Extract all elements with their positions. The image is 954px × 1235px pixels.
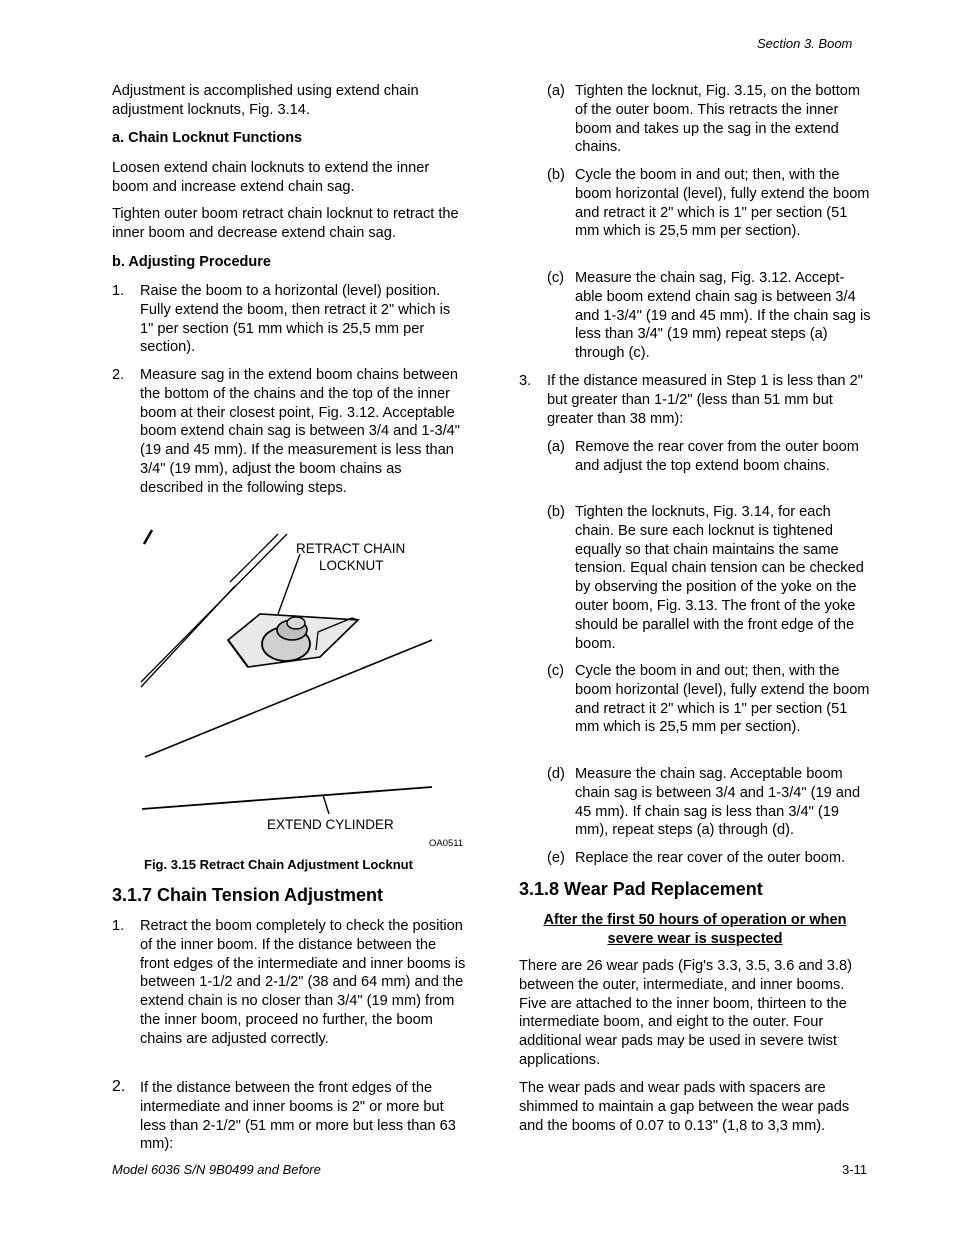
footer-model: Model 6036 S/N 9B0499 and Before [112,1162,321,1177]
step-1-number: 1. [112,283,125,299]
section-title-chain-tension: 3.1.7 Chain Tension Adjustment [112,885,384,905]
sub3-a-number: (a) [547,439,565,455]
step-3-number: 3. [519,373,532,389]
step-2-text: Measure sag in the extend boom chains between the bottom of the chains and the top of the inner boom at their closest point, Fig. 3.12. Acceptable boom extend chain sag is between 3/4 and 1-3/4" (19 and 45 mm). If the measurement is less than 3/4" (19 mm), adjust the boom chains as described in the following steps. [140,367,460,496]
service-interval-note [519,911,871,948]
leader-retract-chain-locknut [278,554,300,614]
step-2-number: 2. [112,367,125,383]
sub-a-number: (a) [547,83,565,99]
boom-edge-line-3 [141,586,235,687]
figure-edge-tick [144,530,152,544]
step-1-text: Raise the boom to a horizontal (level) position. Fully extend the boom, then retract it 2" which is 1" per section (51 mm which is 25,5 mm per section). [140,283,451,356]
label-locknut: LOCKNUT [319,558,384,573]
step-3-text: If the distance measured in Step 1 is less than 2" but greater than 1-1/2" (less than 51 mm but greater than 38 mm): [547,373,863,427]
sub3-d-text: Measure the chain sag. Acceptable boom chain sag is between 3/4 and 1-3/4" (19 and 45 mm). If chain sag is less than 3/4" (19 mm), repeat steps (a) through (d). [575,766,861,839]
leader-extend-cylinder [323,795,329,814]
sub-b-number: (b) [547,167,565,183]
figure-caption: Fig. 3.15 Retract Chain Adjustment Locknut [144,857,413,872]
item-1-number: 1. [112,918,125,934]
subheading-adjusting-procedure: b. Adjusting Procedure [112,254,271,270]
sub-a-text: Tighten the locknut, Fig. 3.15, on the bottom of the outer boom. This retracts the inner boom and takes up the sag in the extend chains. [575,83,861,156]
sub-c-number: (c) [547,270,565,286]
paragraph-loosen-locknuts: Loosen extend chain locknuts to extend the inner boom and increase extend chain sag. [112,160,430,195]
paragraph-tighten-locknut: Tighten outer boom retract chain locknut to retract the inner boom and decrease extend chain sag. [112,206,459,241]
sub3-e-text: Replace the rear cover of the outer boom. [575,850,846,866]
intro-paragraph: Adjustment is accomplished using extend chain adjustment locknuts, Fig. 3.14. [112,83,419,118]
label-extend-cylinder: EXTEND CYLINDER [267,817,394,832]
wear-pad-paragraph-1: There are 26 wear pads (Fig's 3.3, 3.5, 3.6 and 3.8) between the outer, intermediate, and inner booms. Five are attached to the inner boom, thirteen to the intermediate boom, and eight to the outer. Four additional wear pads may be used in severe twist applications. [519,958,852,1068]
section-title-wear-pad: 3.1.8 Wear Pad Replacement [519,879,763,899]
sub-b-text: Cycle the boom in and out; then, with the boom horizontal (level), fully extend the boom and retract it 2" which is 1" per section (51 mm which is 25,5 mm per section). [575,167,870,240]
boom-edge-line-2 [230,534,278,582]
item-2-number: 2. [112,1078,126,1095]
wear-pad-paragraph-2: The wear pads and wear pads with spacers are shimmed to maintain a gap between the wear pads and the booms of 0.07 to 0.13" (1,8 to 3,3 mm). [519,1080,850,1134]
sub3-c-number: (c) [547,663,565,679]
sub3-c-text: Cycle the boom in and out; then, with the boom horizontal (level), fully extend the boom and retract it 2" which is 1" per section (51 mm which is 25,5 mm per section). [575,663,870,736]
sub3-b-number: (b) [547,504,565,520]
page-header: Section 3. Boom [757,36,853,51]
sub3-e-number: (e) [547,850,565,866]
sub3-b-text: Tighten the locknuts, Fig. 3.14, for each chain. Be sure each locknut is tightened equally so that chain maintains the same tension. Equal chain tension can be checked by observing the position of the yoke on the outer boom, Fig. 3.13. The front of the yoke should be parallel with the front edge of the boom. [575,504,864,652]
item-2-text: If the distance between the front edges of the intermediate and inner booms is 2" or more but less than 2-1/2" (51 mm or more but less than 63 mm): [140,1080,456,1153]
sub-c-text: Measure the chain sag, Fig. 3.12. Accept-able boom extend chain sag is between 3/4 and 1-3/4" (19 and 45 mm). If the chain sag is less than 3/4" (19 mm) repeat steps (a) through (c). [575,270,871,362]
subheading-chain-locknut-functions: a. Chain Locknut Functions [112,130,303,146]
note-line-1: After the first 50 hours of operation or when [543,912,847,928]
page-number: 3-11 [842,1162,868,1177]
figure-code: OA0511 [429,838,464,849]
label-retract-chain: RETRACT CHAIN [296,541,406,556]
note-line-2: severe wear is suspected [607,930,783,947]
extend-cylinder-line [142,787,432,809]
sub3-a-text: Remove the rear cover from the outer boom and adjust the top extend boom chains. [575,439,859,474]
sub3-d-number: (d) [547,766,565,782]
retract-chain-locknut-figure [130,522,470,857]
item-1-text: Retract the boom completely to check the position of the inner boom. If the distance between the front edges of the intermediate and inner booms is between 1-1/2 and 2-1/2" (38 and 64 mm) and the extend chain is no closer than 3/4" (19 mm) from the inner boom, proceed no further, the boom chains are adjusted correctly. [140,918,466,1047]
